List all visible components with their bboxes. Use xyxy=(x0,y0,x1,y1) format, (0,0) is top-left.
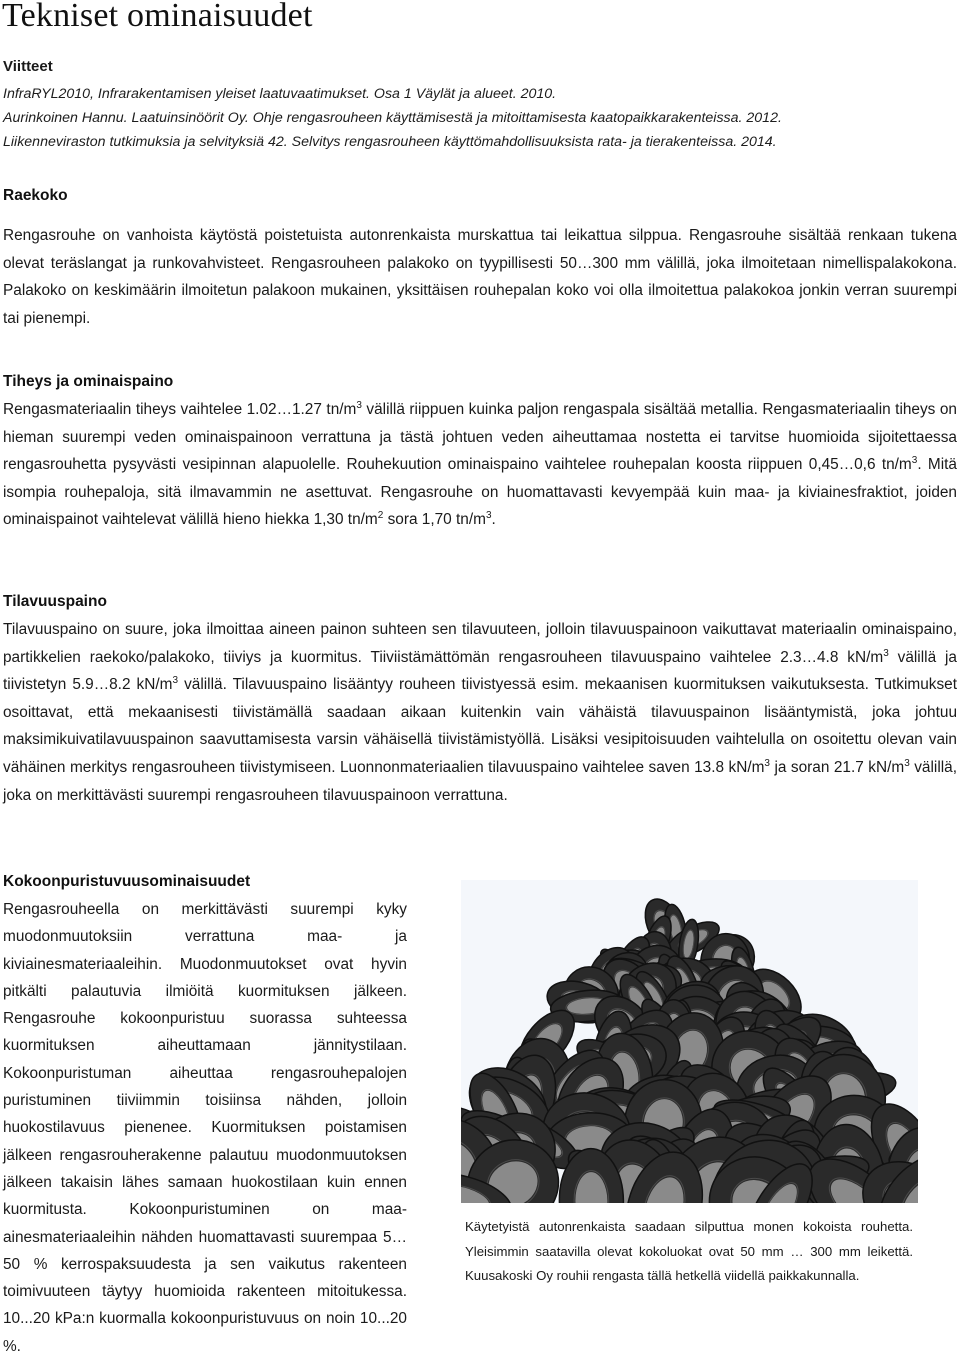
section-tilavuuspaino xyxy=(3,592,957,809)
superscript: 3 xyxy=(883,647,889,659)
superscript: 3 xyxy=(764,757,770,769)
references-section xyxy=(3,58,953,154)
text-run: Rengasmateriaalin tiheys vaihtelee 1.02…1.27 tn/m xyxy=(3,401,357,418)
reference-item: InfraRYL2010, Infrarakentamisen yleiset laatuvaatimukset. Osa 1 Väylät ja alueet. 2010. xyxy=(3,86,557,102)
tire-pile-illustration xyxy=(461,880,918,1203)
superscript: 3 xyxy=(356,399,362,411)
text-run: ja soran 21.7 kN/m xyxy=(769,758,905,776)
photo-caption: Käytetyistä autonrenkaista saadaan silputtua monen kokoista rouhetta. Yleisimmin saatavilla olevat kokoluokat ovat 50 mm … 300 mm leikettä. Kuusakoski Oy rouhii rengasta tällä hetkellä viidellä paikkakunnalla. xyxy=(465,1219,913,1284)
text-run: välillä riippuen kuinka paljon rengaspala sisältää metallia. Rengasmateriaalin tiheys on hieman suurempi veden ominaispainoon verrattuna ja tästä johtuen veden aiheuttamaa nostetta ei tarvitse huomioida sijoitettaessa rengasrouhetta pysyvästi vesipinnan alapuolelle. Rouhekuution ominaispaino vaihtelee rouhepalan koosta riippuen 0,45…0,6 tn/m xyxy=(3,401,957,474)
section-kokoonpuristuvuus xyxy=(3,872,407,1360)
superscript: 3 xyxy=(485,510,492,522)
tire-pile-photo xyxy=(461,880,918,1203)
kokoonpuristuvuus-paragraph: Rengasrouheella on merkittävästi suurempi kyky muodonmuutoksiin verrattuna maa- ja kiviainesmateriaaleihin. Muodonmuutokset ovat hyvin pitkälti palautuvia ilmiöitä kuormituksen jälkeen. Rengasrouhe kokoonpuristuu suorassa suhteessa kuormituksen aiheuttamaan jännitystilaan. Kokoonpuristuman aiheuttaa rengasrouhepalojen puristuminen tiiviimmin toisiinsa nähden, jolloin huokostilavuus pienenee. Kuormituksen poistamisen jälkeen rengasrouherakenne palautuu muodonmuutoksen jälkeen takaisin lähes samaan huokostilaan kuin ennen kuormitusta. Kokoonpuristuminen on maa-ainesmateriaaleihin nähden huomattavasti suurempaa 5…50 % kerrospaksuudesta ja sen vaikutus rakenteen toimivuuteen täytyy huomioida rakenteen mitoitukessa. 10...20 kPa:n kuormalla kokoonpuristuvuus on noin 10...20 %. xyxy=(3,901,407,1355)
page-title: Tekniset ominaisuudet xyxy=(2,0,313,34)
tilavuuspaino-paragraph xyxy=(3,616,957,809)
section-heading-tilavuuspaino: Tilavuuspaino xyxy=(3,593,107,610)
superscript: 3 xyxy=(911,455,918,467)
reference-item: Liikenneviraston tutkimuksia ja selvityksiä 42. Selvitys rengasrouheen käyttömahdollisuuksista rata- ja tierakenteissa. 2014. xyxy=(3,134,777,150)
superscript: 2 xyxy=(377,510,384,522)
raekoko-paragraph: Rengasrouhe on vanhoista käytöstä poistetuista autonrenkaista murskattua tai leikattua silppua. Rengasrouhe sisältää renkaan tukena olevat teräslangat ja runkovahvisteet. Rengasrouheen palakoko on tyypillisesti 50…300 mm välillä, joka ilmoitetaan nimellispalakokona. Palakoko on keskimäärin ilmoitetun palakoon mukainen, yksittäisen rouhepalan koko voi olla ilmoitettua palakokoa jonkin verran suurempi tai pienempi. xyxy=(3,227,957,327)
tiheys-paragraph xyxy=(3,396,957,534)
text-run: välillä, joka on merkittävästi suurempi rengasrouheen tilavuuspainoon verrattuna. xyxy=(3,758,958,804)
section-heading-raekoko: Raekoko xyxy=(3,187,68,204)
section-tiheys xyxy=(3,372,957,534)
superscript: 3 xyxy=(172,675,179,687)
text-run: Tilavuuspaino on suure, joka ilmoittaa aineen painon suhteen sen tilavuuteen, jolloin tilavuuspainoon vaikuttavat materiaalin ominaispaino, partikkelien raekoko/palakoko, tiiviys ja kuormitus. Tiiviistämättömän rengasrouheen tilavuuspaino vaihtelee 2.3…4.8 kN/m xyxy=(3,621,957,666)
text-run: sora 1,70 tn/m xyxy=(383,511,486,529)
section-heading-kokoonpuristuvuus: Kokoonpuristuvuusominaisuudet xyxy=(3,873,251,890)
reference-item: Aurinkoinen Hannu. Laatuinsinöörit Oy. Ohje rengasrouheen käyttämisestä ja mitoittamisesta kaatopaikkarakenteissa. 2012. xyxy=(3,110,782,126)
section-raekoko xyxy=(3,186,957,332)
section-heading-tiheys: Tiheys ja ominaispaino xyxy=(3,373,174,390)
text-run: välillä. Tilavuuspaino lisääntyy rouheen tiivistyessä esim. mekaanisen kuormituksen vaikutuksesta. Tutkimukset osoittavat, että mekaanisesti tiivistämällä saadaan aikaan kuitenkin vain vähäistä tilavuuspainon lisääntymistä, joka johtuu maksimikuivatilavuuspainon saavuttamisesta varsin vähäisellä tiivistämistyöllä. Lisäksi vesipitoisuuden vaihtelulla on osoitettu olevan vain vähäinen merkitys rengasrouheen tiivistymiseen. Luonnonmateriaalien tilavuuspaino vaihtelee saven 13.8 kN/m xyxy=(3,676,957,776)
text-run: . Mitä isompia rouhepaloja, sitä ilmavammin ne asettuvat. Rengasrouhe on huomattavasti kevyempää kuin maa- ja kiviainesfraktiot, joiden ominaispainot vaihtelevat välillä hieno hiekka 1,30 tn/m xyxy=(3,456,957,529)
text-run: välillä ja tiivistetyn 5.9…8.2 kN/m xyxy=(3,648,957,694)
superscript: 3 xyxy=(904,757,910,769)
text-run: . xyxy=(491,511,496,529)
references-heading: Viitteet xyxy=(3,58,53,75)
